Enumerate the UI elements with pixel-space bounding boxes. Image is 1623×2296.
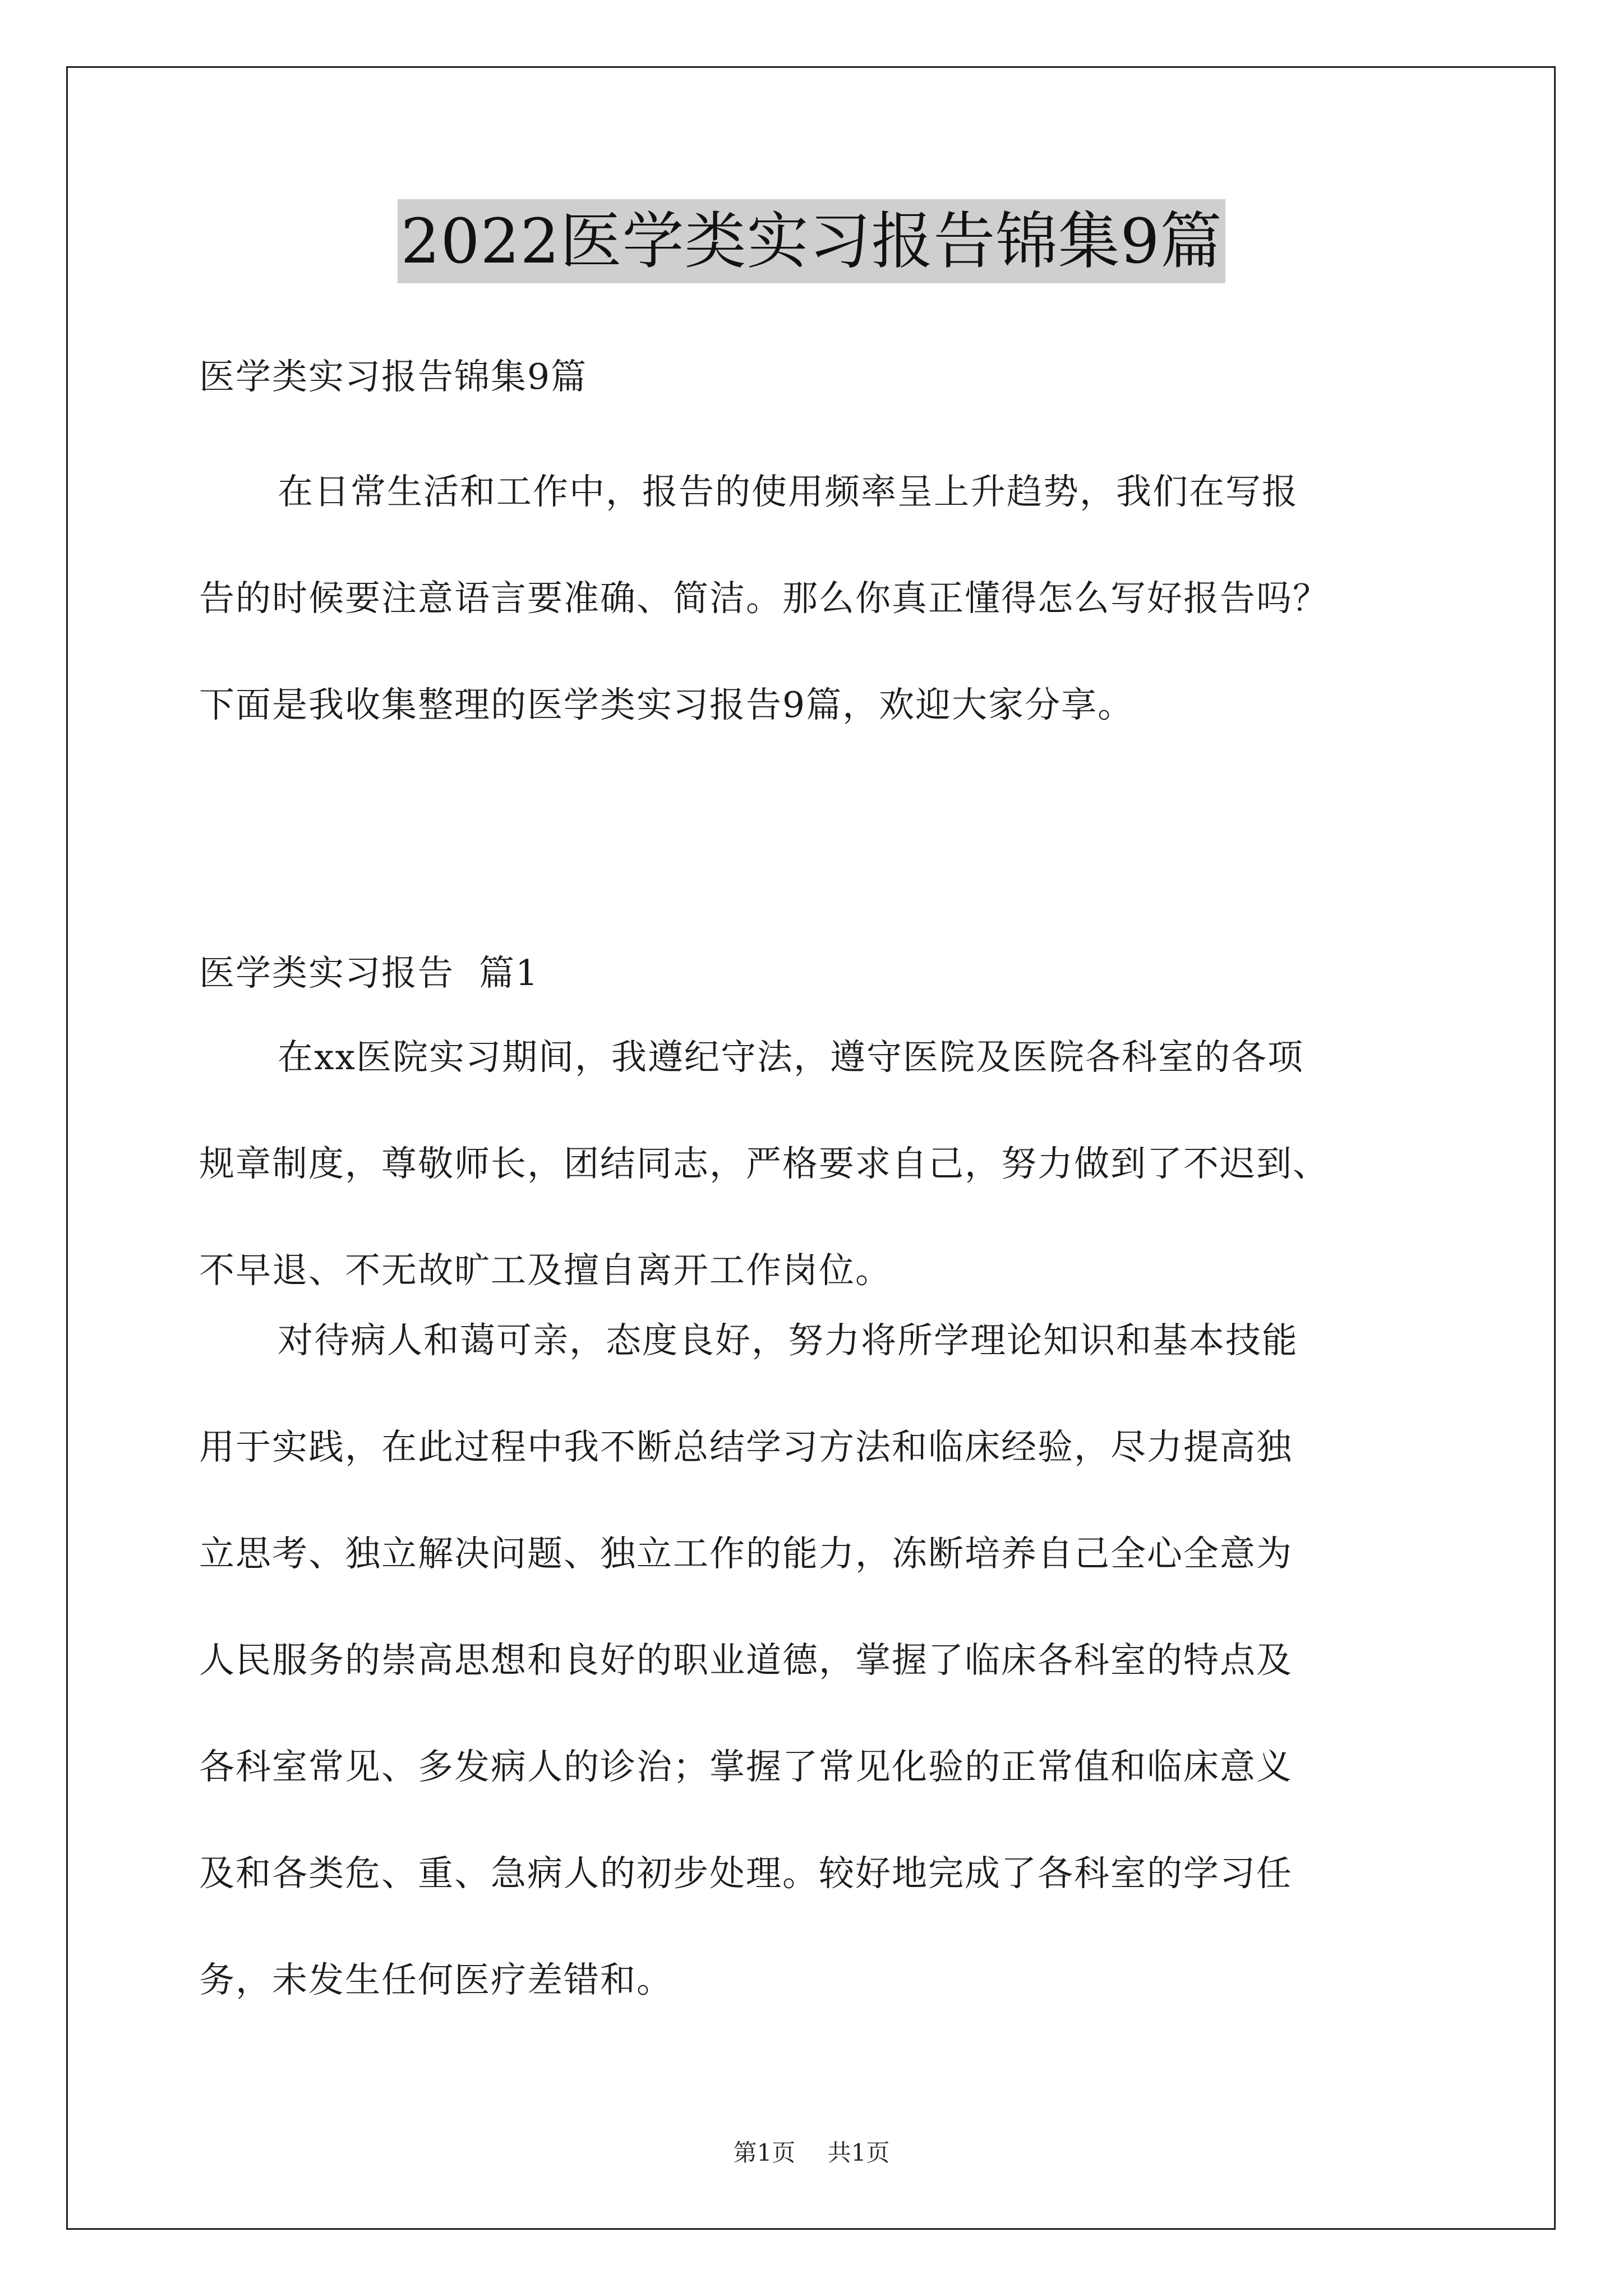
paragraph-line: 立思考、独立解决问题、独立工作的能力，冻断培养自己全心全意为 (199, 1533, 1293, 1574)
body-paragraph-2 (199, 1287, 1450, 2033)
section-heading: 医学类实习报告 篇1 (199, 953, 540, 993)
page-number-total: 共1页 (827, 2139, 890, 2166)
paragraph-line: 及和各类危、重、急病人的初步处理。较好地完成了各科室的学习任 (199, 1853, 1293, 1894)
intro-line: 告的时候要注意语言要准确、简洁。那么你真正懂得怎么写好报告吗？ (199, 578, 1329, 619)
page-footer (0, 2134, 1623, 2168)
paragraph-line: 人民服务的崇高思想和良好的职业道德，掌握了临床各科室的特点及 (199, 1640, 1293, 1681)
title-container (0, 199, 1623, 283)
paragraph-line: 对待病人和蔼可亲，态度良好，努力将所学理论知识和基本技能 (278, 1320, 1298, 1361)
paragraph-line: 在xx医院实习期间，我遵纪守法，遵守医院及医院各科室的各项 (278, 1037, 1304, 1078)
paragraph-line: 务，未发生任何医疗差错和。 (199, 1959, 673, 2000)
paragraph-line: 规章制度，尊敬师长，团结同志，严格要求自己，努力做到了不迟到、 (199, 1143, 1329, 1184)
intro-line: 在日常生活和工作中，报告的使用频率呈上升趋势，我们在写报 (278, 471, 1298, 512)
document-title: 2022医学类实习报告锦集9篇 (398, 199, 1226, 283)
paragraph-line: 用于实践，在此过程中我不断总结学习方法和临床经验，尽力提高独 (199, 1427, 1293, 1467)
paragraph-line: 各科室常见、多发病人的诊治；掌握了常见化验的正常值和临床意义 (199, 1746, 1293, 1787)
body-paragraph-1 (199, 1004, 1450, 1324)
page-number-current: 第1页 (733, 2139, 796, 2166)
intro-paragraph (199, 439, 1450, 758)
document-subtitle: 医学类实习报告锦集9篇 (199, 356, 588, 397)
intro-line: 下面是我收集整理的医学类实习报告9篇，欢迎大家分享。 (199, 684, 1135, 725)
paragraph-line: 不早退、不无故旷工及擅自离开工作岗位。 (199, 1250, 892, 1291)
